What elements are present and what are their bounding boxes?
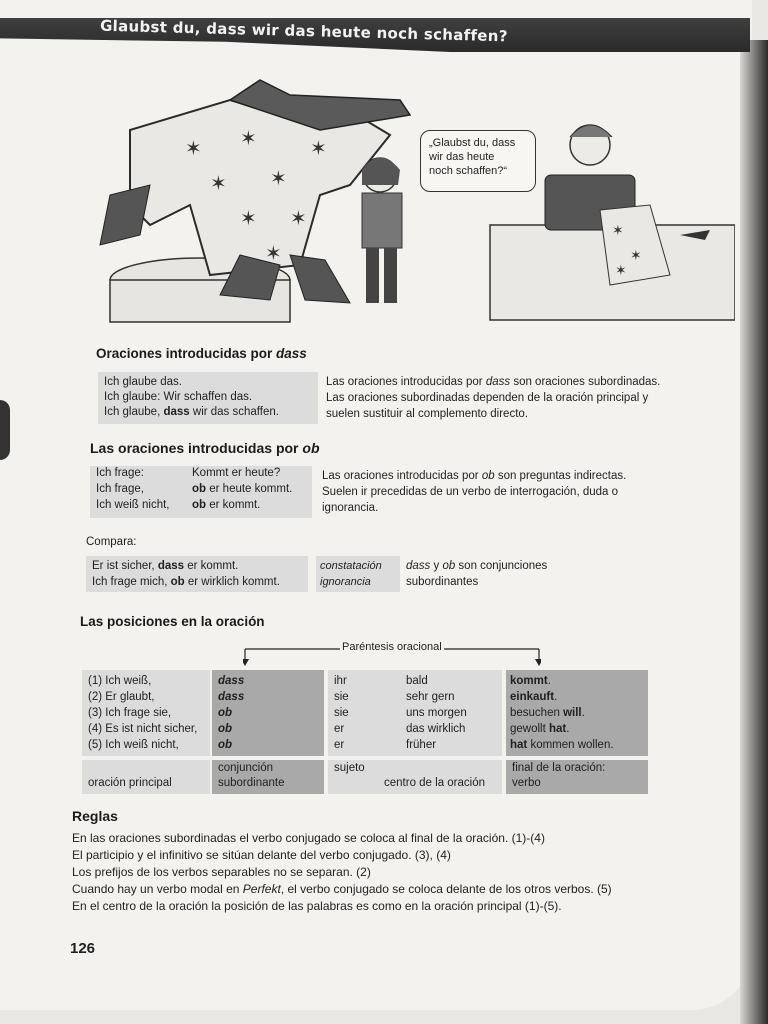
verb-part: . <box>581 707 585 719</box>
note-line <box>406 558 547 574</box>
cell <box>510 689 648 705</box>
cell: (3) Ich frage sie, <box>88 707 172 719</box>
cell: bald <box>406 675 428 687</box>
rules-list <box>72 830 612 915</box>
ob-example-row <box>90 482 312 498</box>
cmp-text: er kommt. <box>184 560 239 572</box>
row-rest: Kommt er heute? <box>192 467 281 479</box>
foot-subject-center <box>328 760 502 794</box>
cell: ob <box>218 739 233 751</box>
foot-main-clause: oración principal <box>82 760 210 794</box>
cell <box>510 737 648 753</box>
ob-examples-box <box>90 466 312 518</box>
cell: ob <box>218 723 233 735</box>
type-label: constatación <box>320 560 382 572</box>
svg-text:✶: ✶ <box>615 263 627 279</box>
svg-text:✶: ✶ <box>265 241 282 265</box>
compara-examples <box>86 556 308 592</box>
compara-label: Compara: <box>86 536 137 548</box>
cell: sie <box>334 691 349 703</box>
cell: sie <box>334 707 349 719</box>
explanation-line <box>326 374 660 390</box>
illustration-wolf-and-tailor <box>90 75 735 325</box>
page-number: 126 <box>70 940 96 957</box>
note-text: y <box>430 560 443 572</box>
ob-explanation <box>322 468 626 516</box>
verb-bold: hat <box>549 723 567 735</box>
bubble-line: „Glaubst du, dass <box>429 137 516 149</box>
dass-examples-box <box>98 372 318 424</box>
parentesis-label: Paréntesis oracional <box>342 641 442 653</box>
expl-text: son preguntas indirectas. <box>494 470 627 482</box>
cell <box>510 705 648 721</box>
verb-bold: will <box>563 707 582 719</box>
cell: (1) Ich weiß, <box>88 675 152 687</box>
rule-line <box>72 881 612 898</box>
expl-em: ob <box>481 470 495 482</box>
cell: (2) Er glaubt, <box>88 691 155 703</box>
row-clause: Ich frage: <box>96 467 144 479</box>
verb-part: gewollt <box>510 723 549 735</box>
note-line: subordinantes <box>406 576 479 588</box>
compara-note <box>406 558 547 590</box>
foot-line: subordinante <box>218 777 285 789</box>
rule-text: Cuando hay un verbo modal en <box>72 882 243 896</box>
rule-line: Los prefijos de los verbos separables no se separan. (2) <box>72 865 371 879</box>
verb-part: besuchen <box>510 707 564 719</box>
svg-text:✶: ✶ <box>210 171 227 195</box>
example-text: Ich glaube, <box>104 406 164 418</box>
cell: früher <box>406 739 437 751</box>
cell: ob <box>218 707 233 719</box>
cell: dass <box>218 675 245 687</box>
cell: das wirklich <box>406 723 466 735</box>
col-final-verb <box>506 670 648 756</box>
foot-line: sujeto <box>334 762 365 774</box>
explanation-line <box>322 468 626 484</box>
bubble-line: wir das heute <box>429 151 495 163</box>
expl-text: Las oraciones introducidas por <box>326 376 486 388</box>
rule-line: El participio y el infinitivo se sitúan delante del verbo conjugado. (3), (4) <box>72 848 451 862</box>
cell: er <box>334 739 345 751</box>
bubble-line: noch schaffen?“ <box>429 165 508 177</box>
svg-text:✶: ✶ <box>185 136 202 160</box>
cell: (5) Ich weiß nicht, <box>88 739 179 751</box>
verb-part: kommen wollen. <box>527 739 614 751</box>
cell <box>510 721 648 737</box>
compara-types <box>316 556 400 592</box>
binding-shadow <box>0 400 10 460</box>
verb-bold: einkauft <box>510 691 555 703</box>
row-conj: ob <box>192 499 207 511</box>
svg-text:✶: ✶ <box>630 248 642 264</box>
foot-final <box>506 760 648 794</box>
row-rest: er kommt. <box>206 499 261 511</box>
cmp-conj: dass <box>157 560 185 572</box>
example-text: wir das schaffen. <box>189 406 279 418</box>
cell: sehr gern <box>406 691 455 703</box>
explanation-line: ignorancia. <box>322 502 379 514</box>
svg-text:✶: ✶ <box>612 223 624 239</box>
foot-line: final de la oración: <box>512 762 606 774</box>
ob-example-row <box>90 466 312 482</box>
col-center <box>402 670 502 756</box>
cell: (4) Es ist nicht sicher, <box>88 723 198 735</box>
section-heading-positions: Las posiciones en la oración <box>80 614 265 629</box>
example-line: Ich glaube: Wir schaffen das. <box>104 391 253 403</box>
speech-bubble <box>420 130 536 192</box>
cmp-text: Er ist sicher, <box>92 560 158 572</box>
rule-line: En las oraciones subordinadas el verbo conjugado se coloca al final de la oración. (1)-(4) <box>72 831 545 845</box>
example-line: Ich glaube das. <box>104 376 183 388</box>
svg-text:✶: ✶ <box>270 166 287 190</box>
expl-em: dass <box>485 376 511 388</box>
verb-part: . <box>554 691 558 703</box>
foot-conjunction <box>212 760 324 794</box>
compara-line <box>92 574 302 590</box>
heading-emphasis: dass <box>276 346 307 361</box>
verb-bold: hat <box>510 739 528 751</box>
foot-line: centro de la oración <box>384 777 486 789</box>
cell <box>510 673 648 689</box>
type-label: ignorancia <box>320 576 371 588</box>
positions-table <box>82 670 648 794</box>
svg-text:✶: ✶ <box>310 136 327 160</box>
col-subject <box>328 670 402 756</box>
note-em: ob <box>442 560 456 572</box>
row-rest: er heute kommt. <box>206 483 293 495</box>
cmp-conj: ob <box>170 576 185 588</box>
expl-text: son oraciones subordinadas. <box>510 376 661 388</box>
row-clause: Ich frage, <box>96 483 144 495</box>
col-main-clause <box>82 670 210 756</box>
explanation-line: Suelen ir precedidas de un verbo de interrogación, duda o <box>322 486 619 498</box>
cell: uns morgen <box>406 707 467 719</box>
section-heading-dass <box>96 346 307 361</box>
explanation-line: suelen sustituir al complemento directo. <box>326 408 528 420</box>
ob-example-row <box>90 498 312 514</box>
rules-heading: Reglas <box>72 808 118 824</box>
section-heading-ob <box>90 440 320 456</box>
svg-text:✶: ✶ <box>240 126 257 150</box>
verb-part: . <box>547 675 551 687</box>
rule-em: Perfekt <box>242 882 281 896</box>
rule-text: , el verbo conjugado se coloca delante de los otros verbos. (5) <box>280 882 612 896</box>
compara-line <box>92 558 302 574</box>
heading-text: Las oraciones introducidas por <box>90 440 303 456</box>
page-edge <box>740 40 768 1024</box>
cell: er <box>334 723 345 735</box>
expl-text: Las oraciones introducidas por <box>322 470 482 482</box>
cell: ihr <box>334 675 347 687</box>
svg-text:✶: ✶ <box>290 206 307 230</box>
heading-text: Oraciones introducidas por <box>96 346 277 361</box>
row-clause: Ich weiß nicht, <box>96 499 170 511</box>
cmp-text: Ich frage mich, <box>92 576 171 588</box>
verb-part: . <box>566 723 570 735</box>
note-em: dass <box>406 560 431 572</box>
heading-emphasis: ob <box>302 440 320 456</box>
chapter-title: Glaubst du, dass wir das heute noch schaffen? <box>99 16 508 46</box>
note-text: son conjunciones <box>455 560 548 572</box>
svg-text:✶: ✶ <box>240 206 257 230</box>
dass-explanation <box>326 374 660 422</box>
foot-line: conjunción <box>218 762 273 774</box>
row-conj: ob <box>192 483 207 495</box>
example-line <box>104 405 312 420</box>
col-conjunction <box>212 670 324 756</box>
verb-bold: kommt <box>510 675 548 687</box>
cmp-text: er wirklich kommt. <box>184 576 280 588</box>
rule-line: En el centro de la oración la posición de las palabras es como en la oración principal (1)-(5). <box>72 899 562 913</box>
foot-line: verbo <box>512 777 541 789</box>
explanation-line: Las oraciones subordinadas dependen de la oración principal y <box>326 392 649 404</box>
cell: dass <box>218 691 245 703</box>
conjunction-bold: dass <box>163 406 190 418</box>
